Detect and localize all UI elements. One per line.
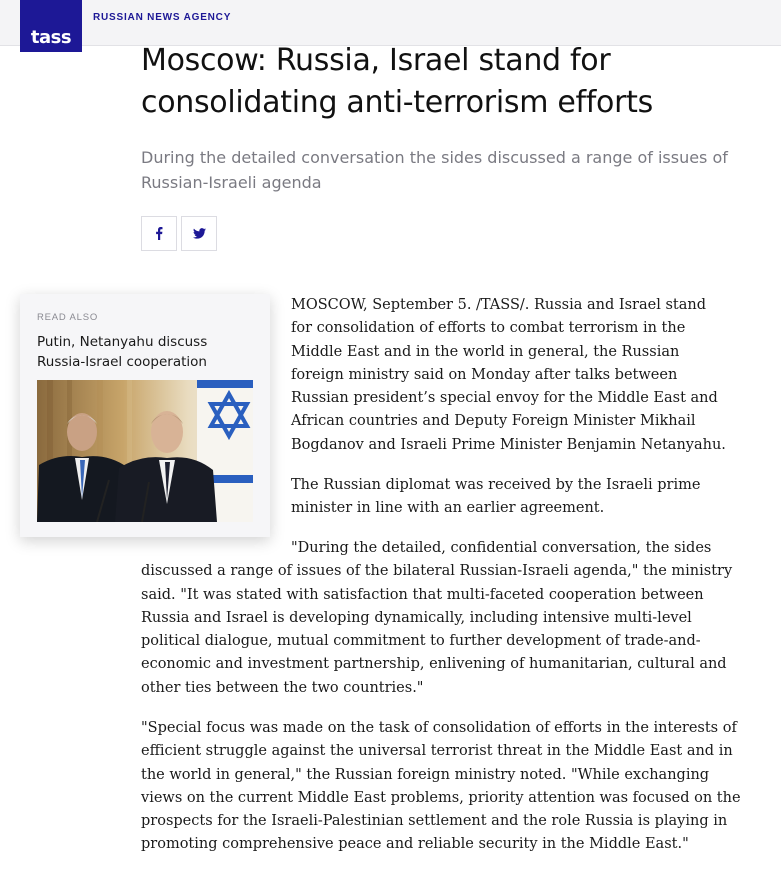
agency-name: RUSSIAN NEWS AGENCY — [93, 12, 232, 23]
article-paragraph: The Russian diplomat was received by the Israeli prime minister in line with an earlier agreement. — [291, 477, 701, 517]
read-also-title-link[interactable]: Putin, Netanyahu discuss Russia-Israel cooperation — [37, 334, 208, 370]
article-subtitle: During the detailed conversation the sides discussed a range of issues of Russian-Israeli agenda — [141, 148, 728, 192]
logo-text: tass — [30, 27, 72, 48]
article-paragraph: MOSCOW, September 5. /TASS/. Russia and Israel stand for consolidation of efforts to combat terrorism in the Middle East and in the world in general, the Russian foreign ministry said on Monday after talks between Russian president’s special envoy for the Middle East and African countries and Deputy Foreign Minister Mikhail Bogdanov and Israeli Prime Minister Benjamin Netanyahu. — [291, 297, 726, 453]
leaders-photo — [37, 380, 253, 522]
paragraph-first-line: "During the detailed, confidential conversation, the sides — [291, 540, 712, 556]
facebook-icon — [155, 227, 163, 240]
twitter-icon — [193, 228, 206, 239]
read-also-label: READ ALSO — [37, 312, 99, 323]
facebook-share-button[interactable] — [141, 216, 177, 251]
paragraph-rest: discussed a range of issues of the bilateral Russian-Israeli agenda," the ministry said. "It was stated with satisfaction that multi-faceted cooperation between Russia and Israel is developing dynamically, including intensive multi-level political dialogue, mutual commitment to further development of trade-and-economic and investment partnership, enlivening of humanitarian, cultural and other ties between the two countries." — [141, 563, 733, 696]
read-also-photo[interactable] — [37, 380, 253, 522]
twitter-share-button[interactable] — [181, 216, 217, 251]
tass-logo[interactable] — [20, 0, 82, 52]
article-paragraph: "Special focus was made on the task of consolidation of efforts in the interests of efficient struggle against the universal terrorist threat in the Middle East and in the world in general," the Russian foreign ministry noted. "While exchanging views on the current Middle East problems, priority attention was focused on the prospects for the Israeli-Palestinian settlement and the role Russia is playing in promoting comprehensive peace and reliable security in the Middle East." — [141, 720, 741, 853]
article-paragraph — [141, 537, 741, 700]
page-title: Moscow: Russia, Israel stand for consolidating anti-terrorism efforts — [141, 43, 653, 120]
read-also-card[interactable] — [20, 294, 270, 537]
share-buttons — [141, 216, 217, 251]
